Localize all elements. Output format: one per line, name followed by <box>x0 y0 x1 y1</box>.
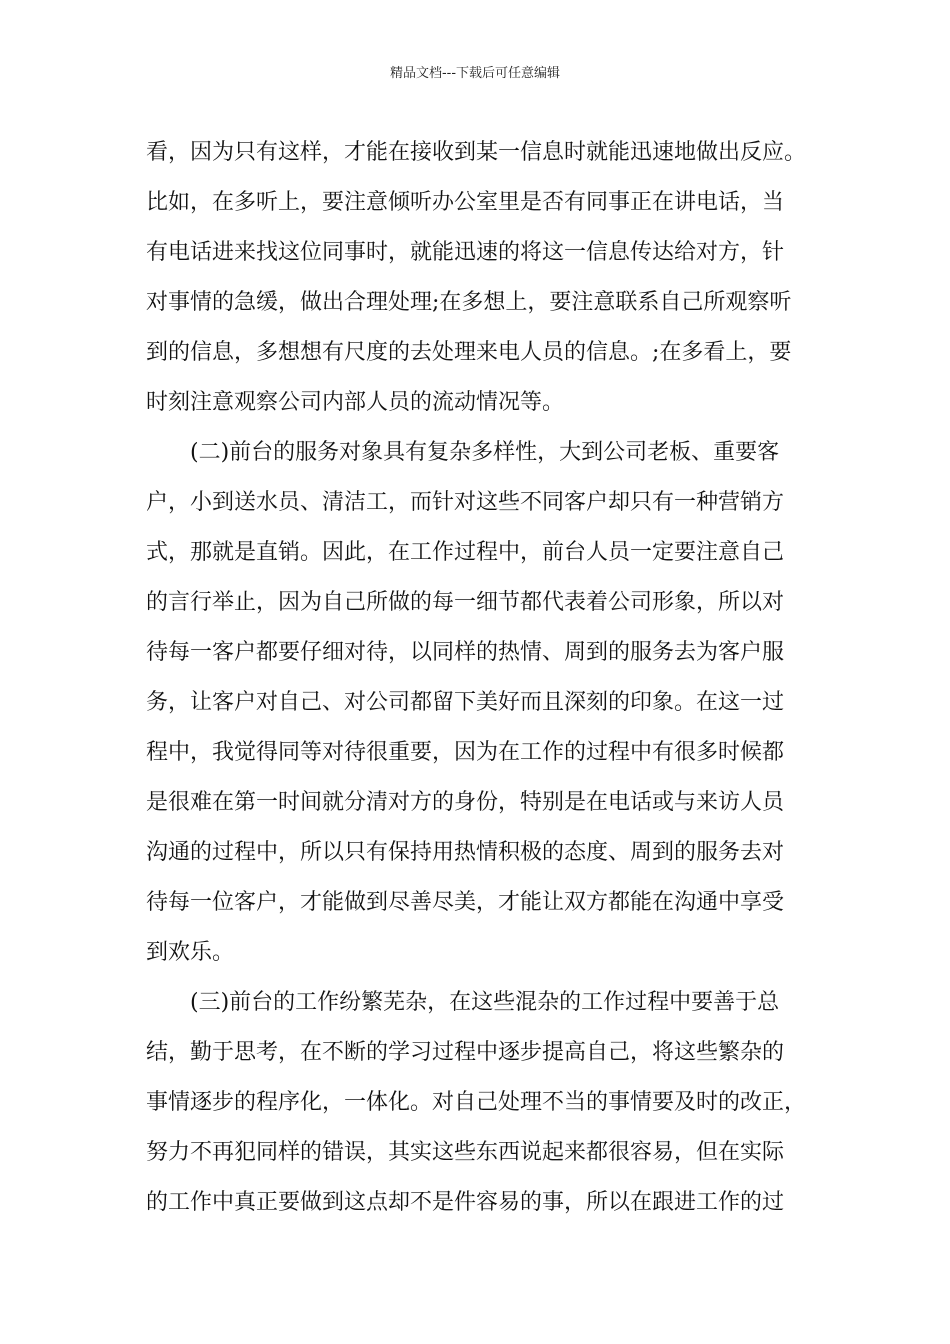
text-line: 沟通的过程中，所以只有保持用热情积极的态度、周到的服务去对 <box>146 840 785 865</box>
text-line: 事情逐步的程序化，一体化。对自己处理不当的事情要及时的改正， <box>146 1090 807 1115</box>
page-header: 精品文档---下载后可任意编辑 <box>389 66 561 81</box>
text-line: 是很难在第一时间就分清对方的身份，特别是在电话或与来访人员 <box>146 790 785 815</box>
text-line: 到的信息，多想想有尺度的去处理来电人员的信息。;在多看上，要 <box>146 340 792 365</box>
text-line: 比如，在多听上，要注意倾听办公室里是否有同事正在讲电话，当 <box>146 190 785 215</box>
text-line: 对事情的急缓，做出合理处理;在多想上，要注意联系自己所观察听 <box>146 290 792 315</box>
text-line: 务，让客户对自己、对公司都留下美好而且深刻的印象。在这一过 <box>146 690 785 715</box>
paragraph-start-line: (三)前台的工作纷繁芜杂，在这些混杂的工作过程中要善于总 <box>190 990 780 1015</box>
text-line: 户，小到送水员、清洁工，而针对这些不同客户却只有一种营销方 <box>146 490 785 515</box>
text-line: 待每一位客户，才能做到尽善尽美，才能让双方都能在沟通中享受 <box>146 890 785 915</box>
text-line: 的言行举止，因为自己所做的每一细节都代表着公司形象，所以对 <box>146 590 785 615</box>
document-body <box>146 128 812 1228</box>
text-line: 看，因为只有这样，才能在接收到某一信息时就能迅速地做出反应。 <box>146 140 807 165</box>
text-line: 程中，我觉得同等对待很重要，因为在工作的过程中有很多时候都 <box>146 740 785 765</box>
text-line: 待每一客户都要仔细对待，以同样的热情、周到的服务去为客户服 <box>146 640 785 665</box>
text-line: 到欢乐。 <box>146 940 235 965</box>
text-line: 时刻注意观察公司内部人员的流动情况等。 <box>146 390 565 415</box>
text-line: 结，勤于思考，在不断的学习过程中逐步提高自己，将这些繁杂的 <box>146 1040 785 1065</box>
paragraph-start-line: (二)前台的服务对象具有复杂多样性，大到公司老板、重要客 <box>190 440 780 465</box>
text-line: 有电话进来找这位同事时，就能迅速的将这一信息传达给对方，针 <box>146 240 785 265</box>
text-line: 努力不再犯同样的错误，其实这些东西说起来都很容易，但在实际 <box>146 1140 785 1165</box>
text-line: 的工作中真正要做到这点却不是件容易的事，所以在跟进工作的过 <box>146 1190 785 1215</box>
text-line: 式，那就是直销。因此，在工作过程中，前台人员一定要注意自己 <box>146 540 785 565</box>
